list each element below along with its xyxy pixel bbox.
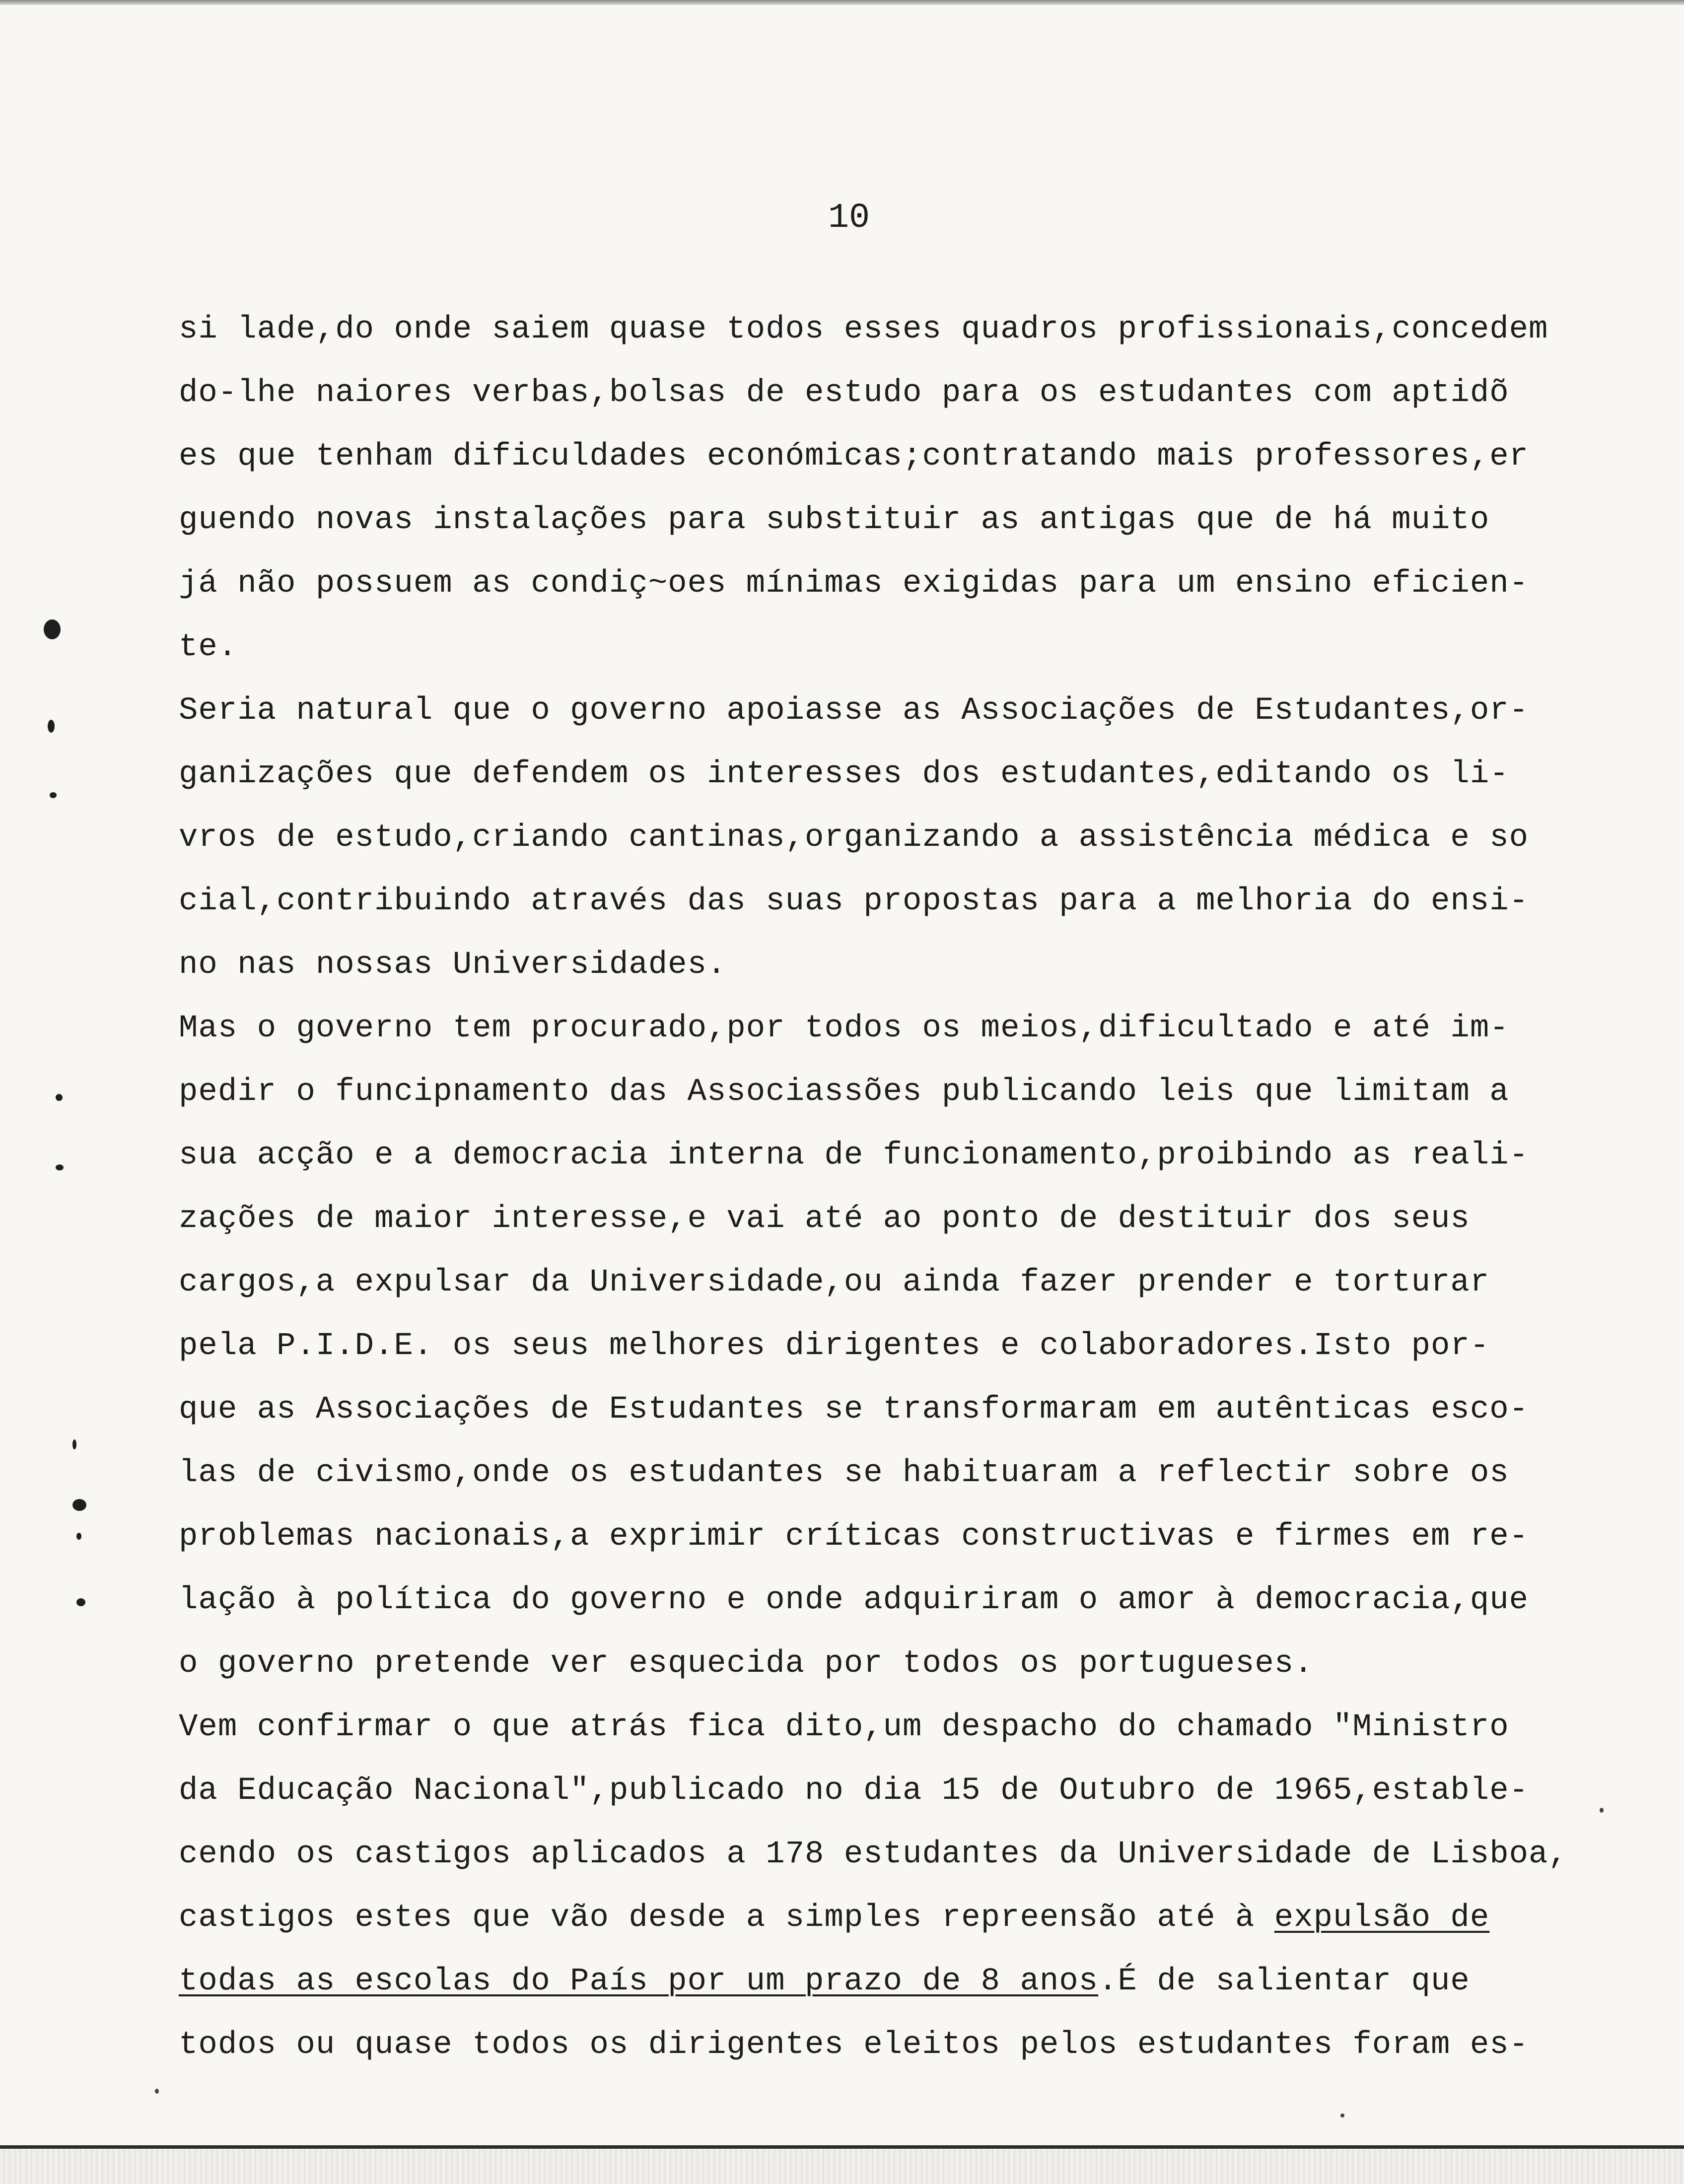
text-line: ganizações que defendem os interesses dos estudantes,editando os li- <box>179 756 1509 792</box>
margin-mark <box>72 1439 76 1449</box>
text-line: do-lhe naiores verbas,bolsas de estudo para os estudantes com aptidõ <box>179 375 1509 411</box>
margin-mark <box>56 1094 63 1101</box>
scan-bottom-rule <box>0 2145 1684 2149</box>
margin-mark <box>48 720 55 733</box>
margin-mark <box>76 1598 85 1606</box>
text-line: no nas nossas Universidades. <box>179 947 727 983</box>
text-line: si lade,do onde saiem quase todos esses quadros profissionais,concedem <box>179 312 1548 347</box>
text-line: zações de maior interesse,e vai até ao ponto de destituir dos seus <box>179 1201 1470 1237</box>
ink-speck <box>1600 1808 1604 1813</box>
text-line: sua acção e a democracia interna de funcionamento,proibindo as reali- <box>179 1138 1529 1173</box>
text-line <box>179 1886 1589 1950</box>
text-line: todos ou quase todos os dirigentes eleitos pelos estudantes foram es- <box>179 2027 1529 2063</box>
text-line: pela P.I.D.E. os seus melhores dirigentes e colaboradores.Isto por- <box>179 1328 1490 1364</box>
scan-bottom-edge <box>0 2149 1684 2184</box>
margin-mark <box>76 1533 81 1540</box>
text-line: Vem confirmar o que atrás fica dito,um despacho do chamado "Ministro <box>179 1709 1509 1745</box>
margin-mark <box>72 1499 86 1511</box>
text-line: já não possuem as condiç~oes mínimas exigidas para um ensino eficien- <box>179 566 1529 602</box>
text-line: problemas nacionais,a exprimir críticas constructivas e firmes em re- <box>179 1519 1529 1555</box>
text-line: es que tenham dificuldades económicas;contratando mais professores,er <box>179 439 1529 475</box>
text-line: da Educação Nacional",publicado no dia 15 de Outubro de 1965,estable- <box>179 1773 1529 1809</box>
text-line: Seria natural que o governo apoiasse as Associações de Estudantes,or- <box>179 693 1529 729</box>
scan-top-edge <box>0 0 1684 5</box>
page-number: 10 <box>828 199 870 238</box>
text-line: vros de estudo,criando cantinas,organizando a assistência médica e so <box>179 820 1529 856</box>
underlined-text: todas as escolas do País por um prazo de 8 anos <box>179 1964 1099 1999</box>
underlined-text: expulsão de <box>1274 1900 1490 1936</box>
ink-speck <box>1340 2114 1344 2117</box>
text-segment: castigos estes que vão desde a simples repreensão até à <box>179 1900 1274 1936</box>
text-line: cendo os castigos aplicados a 178 estudantes da Universidade de Lisboa, <box>179 1837 1568 1872</box>
text-line: cial,contribuindo através das suas propostas para a melhoria do ensi- <box>179 884 1529 919</box>
margin-mark <box>56 1164 64 1170</box>
body-text <box>179 298 1589 2077</box>
text-segment: .É de salientar que <box>1098 1964 1470 1999</box>
text-line: pedir o funcipnamento das Associassões publicando leis que limitam a <box>179 1074 1509 1110</box>
text-line: lação à política do governo e onde adquiriram o amor à democracia,que <box>179 1582 1529 1618</box>
text-line: que as Associações de Estudantes se transformaram em autênticas esco- <box>179 1392 1529 1428</box>
text-line: Mas o governo tem procurado,por todos os meios,dificultado e até im- <box>179 1011 1509 1046</box>
text-line: cargos,a expulsar da Universidade,ou ainda fazer prender e torturar <box>179 1265 1490 1300</box>
text-line <box>179 1950 1589 2013</box>
text-line: o governo pretende ver esquecida por todos os portugueses. <box>179 1646 1314 1682</box>
text-line: las de civismo,onde os estudantes se habituaram a reflectir sobre os <box>179 1455 1509 1491</box>
margin-mark <box>44 619 61 639</box>
text-line: te. <box>179 629 238 665</box>
ink-speck <box>155 2089 159 2094</box>
margin-mark <box>50 792 57 798</box>
text-line: guendo novas instalações para substituir as antigas que de há muito <box>179 502 1490 538</box>
